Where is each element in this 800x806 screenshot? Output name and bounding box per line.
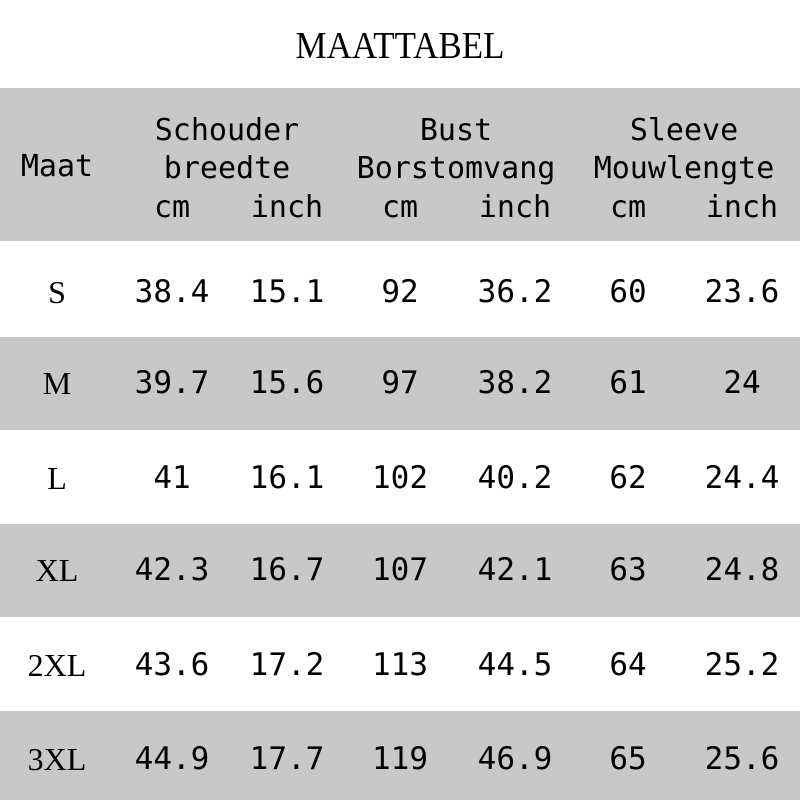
size-cell: 2XL xyxy=(27,647,87,683)
shoulder-inch-cell: 16.1 xyxy=(249,460,325,496)
shoulder-cm-cell: 42.3 xyxy=(134,552,210,588)
sleeve-inch-cell: 24 xyxy=(723,365,761,401)
header-shoulder-cm: cm xyxy=(153,190,191,225)
table-row xyxy=(0,711,800,800)
bust-inch-cell: 40.2 xyxy=(477,460,553,496)
sleeve-cm-cell: 65 xyxy=(609,741,647,777)
size-cell: XL xyxy=(35,552,79,588)
shoulder-cm-cell: 38.4 xyxy=(134,274,210,310)
size-cell: 3XL xyxy=(27,741,87,777)
sleeve-cm-cell: 61 xyxy=(609,365,647,401)
sleeve-inch-cell: 24.4 xyxy=(704,460,780,496)
sleeve-inch-cell: 25.2 xyxy=(704,647,780,683)
shoulder-inch-cell: 15.6 xyxy=(249,365,325,401)
bust-cm-cell: 97 xyxy=(381,365,419,401)
page-title: MAATTABEL xyxy=(295,25,505,67)
header-maat: Maat xyxy=(20,149,94,184)
header-shoulder-line1: Schouder xyxy=(154,113,300,148)
shoulder-inch-cell: 15.1 xyxy=(249,274,325,310)
shoulder-cm-cell: 41 xyxy=(153,460,191,496)
bust-inch-cell: 46.9 xyxy=(477,741,553,777)
shoulder-inch-cell: 16.7 xyxy=(249,552,325,588)
table-header xyxy=(0,88,800,241)
bust-cm-cell: 113 xyxy=(372,647,428,683)
size-cell: S xyxy=(48,274,66,310)
header-sleeve-cm: cm xyxy=(609,190,647,225)
sleeve-inch-cell: 24.8 xyxy=(704,552,780,588)
header-bust-line2: Borstomvang xyxy=(356,151,556,186)
header-bust-line1: Bust xyxy=(419,113,493,148)
header-shoulder-inch: inch xyxy=(250,190,324,225)
bust-cm-cell: 119 xyxy=(372,741,428,777)
sleeve-cm-cell: 64 xyxy=(609,647,647,683)
header-bust-inch: inch xyxy=(478,190,552,225)
sleeve-cm-cell: 63 xyxy=(609,552,647,588)
bust-cm-cell: 107 xyxy=(372,552,428,588)
sleeve-cm-cell: 60 xyxy=(609,274,647,310)
bust-cm-cell: 92 xyxy=(381,274,419,310)
bust-inch-cell: 44.5 xyxy=(477,647,553,683)
header-bust-cm: cm xyxy=(381,190,419,225)
sleeve-cm-cell: 62 xyxy=(609,460,647,496)
sleeve-inch-cell: 25.6 xyxy=(704,741,780,777)
shoulder-inch-cell: 17.2 xyxy=(249,647,325,683)
bust-inch-cell: 38.2 xyxy=(477,365,553,401)
size-cell: L xyxy=(47,460,67,496)
shoulder-cm-cell: 39.7 xyxy=(134,365,210,401)
header-sleeve-inch: inch xyxy=(705,190,779,225)
table-row xyxy=(0,524,800,617)
size-cell: M xyxy=(42,365,72,401)
table-row xyxy=(0,619,800,712)
bust-cm-cell: 102 xyxy=(372,460,428,496)
sleeve-inch-cell: 23.6 xyxy=(704,274,780,310)
bust-inch-cell: 36.2 xyxy=(477,274,553,310)
shoulder-inch-cell: 17.7 xyxy=(249,741,325,777)
header-sleeve-line1: Sleeve xyxy=(629,113,739,148)
table-row xyxy=(0,432,800,525)
bust-inch-cell: 42.1 xyxy=(477,552,553,588)
header-shoulder-line2: breedte xyxy=(163,151,291,186)
shoulder-cm-cell: 43.6 xyxy=(134,647,210,683)
header-sleeve-line2: Mouwlengte xyxy=(593,151,775,186)
table-row xyxy=(0,246,800,339)
table-row xyxy=(0,337,800,430)
shoulder-cm-cell: 44.9 xyxy=(134,741,210,777)
